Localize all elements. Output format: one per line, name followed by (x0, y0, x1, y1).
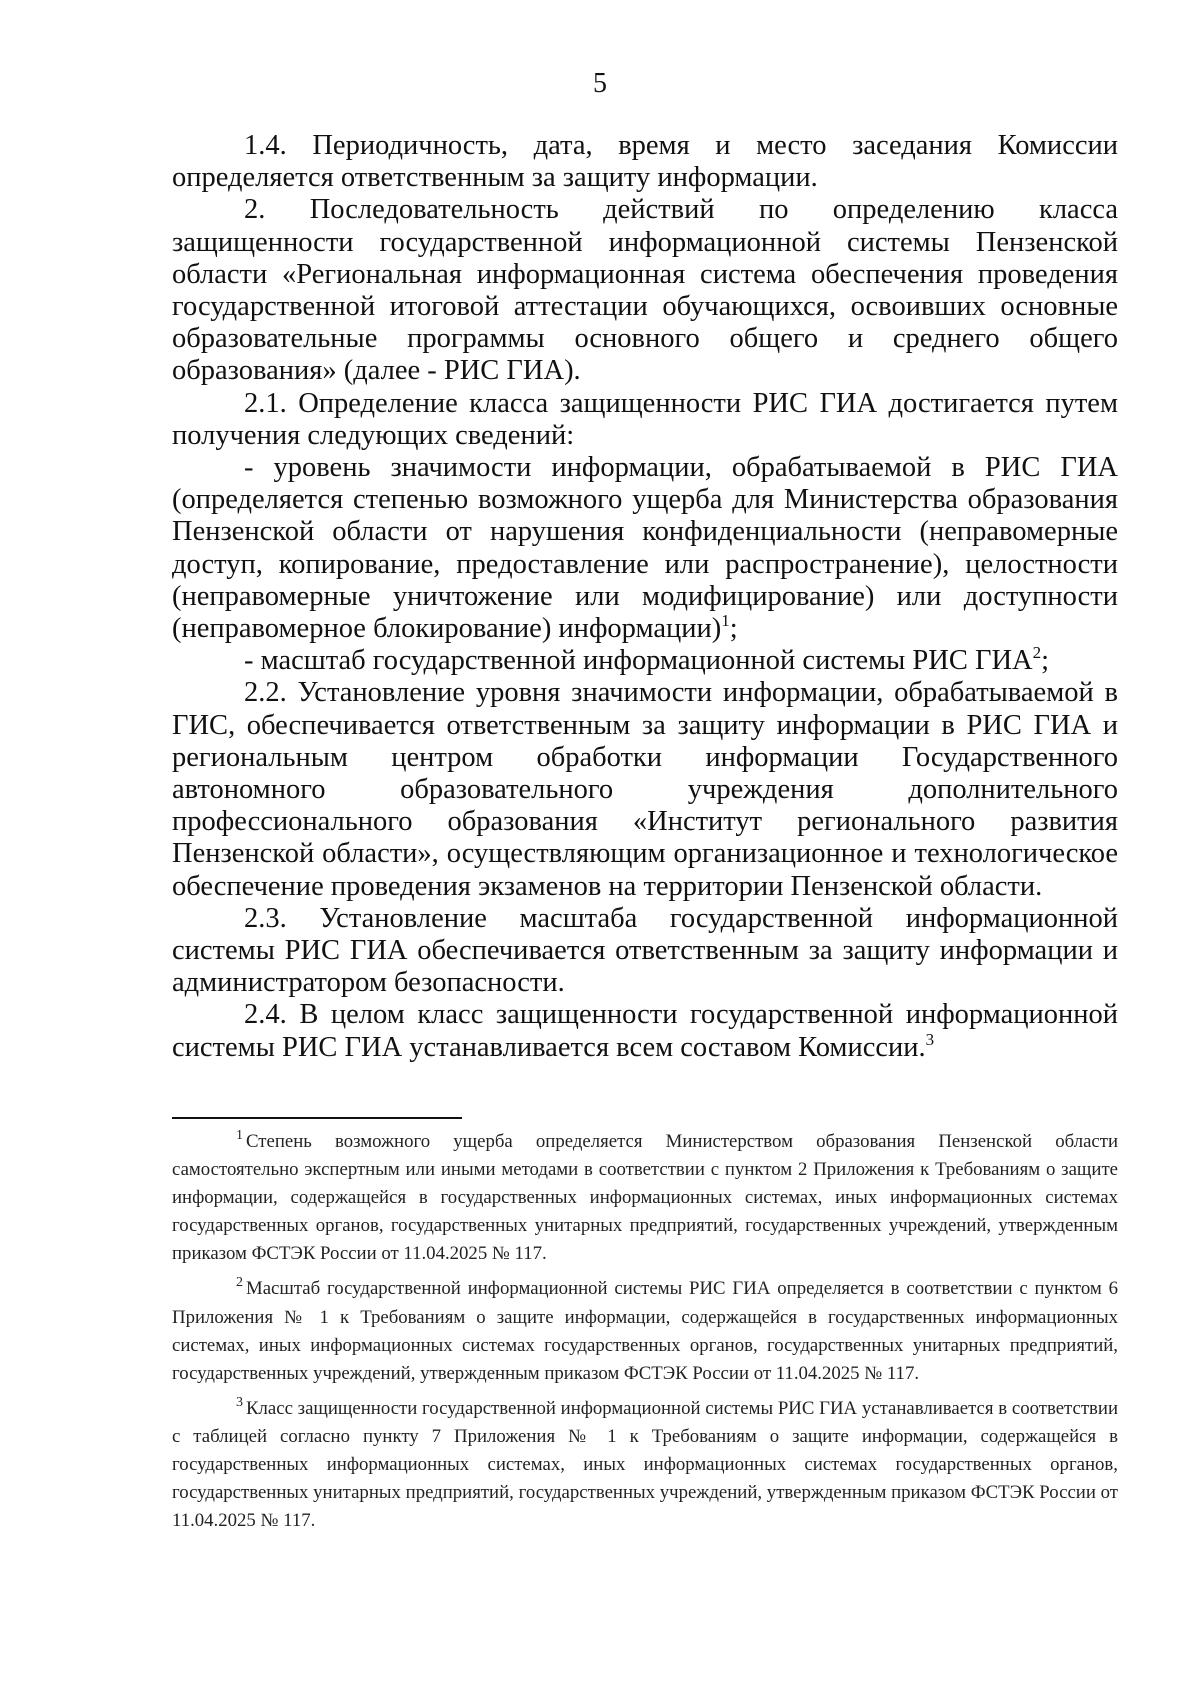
footnote-3 (172, 1395, 1118, 1535)
footnote-separator (172, 1117, 462, 1119)
footnote-text: Масштаб государственной информационной системы РИС ГИА определяется в соответствии с пунктом 6 Приложения № 1 к Требованиям о защите информации, содержащейся в государственных информационных системах, иных информационных системах государственных органов, государственных унитарных предприятий, государственных учреждений, утвержденным приказом ФСТЭК России от 11.04.2025 № 117. (172, 1278, 1118, 1384)
paragraph-text: 1.4. Периодичность, дата, время и место заседания Комиссии определяется ответственным за защиту информации. (172, 130, 1118, 194)
footnote-text: Класс защищенности государственной информационной системы РИС ГИА устанавливается в соответствии с таблицей согласно пункту 7 Приложения № 1 к Требованиям о защите информации, содержащейся в государственных информационных системах, иных информационных системах государственных органов, государственных унитарных предприятий, государственных учреждений, утвержденным приказом ФСТЭК России от 11.04.2025 № 117. (172, 1397, 1118, 1532)
paragraph-2-3 (172, 903, 1118, 1000)
footnote-ref-2: 2 (1032, 643, 1042, 663)
footnote-text: Степень возможного ущерба определяется Министерством образования Пензенской области самостоятельно экспертным или иными методами в соответствии с пунктом 2 Приложения к Требованиям о защите информации, содержащейся в государственных информационных системах, иных информационных системах государственных органов, государственных унитарных предприятий, государственных учреждений, утвержденным приказом ФСТЭК России от 11.04.2025 № 117. (172, 1131, 1118, 1265)
paragraph-text: 2.4. В целом класс защищенности государственной информационной системы РИС ГИА устанавливается всем составом Комиссии. (172, 999, 1118, 1063)
footnote-number: 2 (236, 1275, 243, 1291)
paragraph-2-4 (172, 999, 1118, 1063)
footnote-ref-3: 3 (925, 1029, 935, 1049)
paragraph-2-1 (172, 388, 1118, 452)
paragraph-2 (172, 194, 1118, 387)
paragraph-2-2 (172, 677, 1118, 902)
list-item-significance-level (172, 452, 1118, 645)
paragraph-text: 2.3. Установление масштаба государственной информационной системы РИС ГИА обеспечивается ответственным за защиту информации и администратором безопасности. (172, 902, 1118, 999)
document-body (172, 130, 1118, 1064)
list-item-system-scale (172, 645, 1118, 677)
footnote-2 (172, 1275, 1118, 1387)
footnote-ref-1: 1 (721, 611, 730, 631)
footnote-1 (172, 1128, 1118, 1268)
page-number: 5 (593, 68, 607, 99)
footnote-number: 1 (236, 1128, 243, 1143)
paragraph-tail: ; (729, 613, 738, 645)
paragraph-text: 2.1. Определение класса защищенности РИС ГИА достигается путем получения следующих сведений: (172, 387, 1118, 451)
footnotes (172, 1128, 1118, 1542)
paragraph-text: 2. Последовательность действий по определению класса защищенности государственной информационной системы Пензенской области «Региональная информационная система обеспечения проведения государственной итоговой аттестации обучающихся, освоивших основные образовательные программы основного общего и среднего общего образования» (далее - РИС ГИА). (172, 194, 1118, 387)
paragraph-text: - масштаб государственной информационной системы РИС ГИА (244, 645, 1033, 677)
paragraph-1-4 (172, 130, 1118, 194)
paragraph-tail: ; (1041, 645, 1050, 677)
paragraph-text: - уровень значимости информации, обрабатываемой в РИС ГИА (определяется степенью возможного ущерба для Министерства образования Пензенской области от нарушения конфиденциальности (неправомерные доступ, копирование, предоставление или распространение), целостности (неправомерные уничтожение или модифицирование) или доступности (неправомерное блокирование) информации) (172, 452, 1118, 645)
footnote-number: 3 (236, 1394, 243, 1410)
paragraph-text: 2.2. Установление уровня значимости информации, обрабатываемой в ГИС, обеспечивается ответственным за защиту информации в РИС ГИА и региональным центром обработки информации Государственного автономного образовательного учреждения дополнительного профессионального образования «Институт регионального развития Пензенской области», осуществляющим организационное и технологическое обеспечение проведения экзаменов на территории Пензенской области. (172, 677, 1118, 902)
